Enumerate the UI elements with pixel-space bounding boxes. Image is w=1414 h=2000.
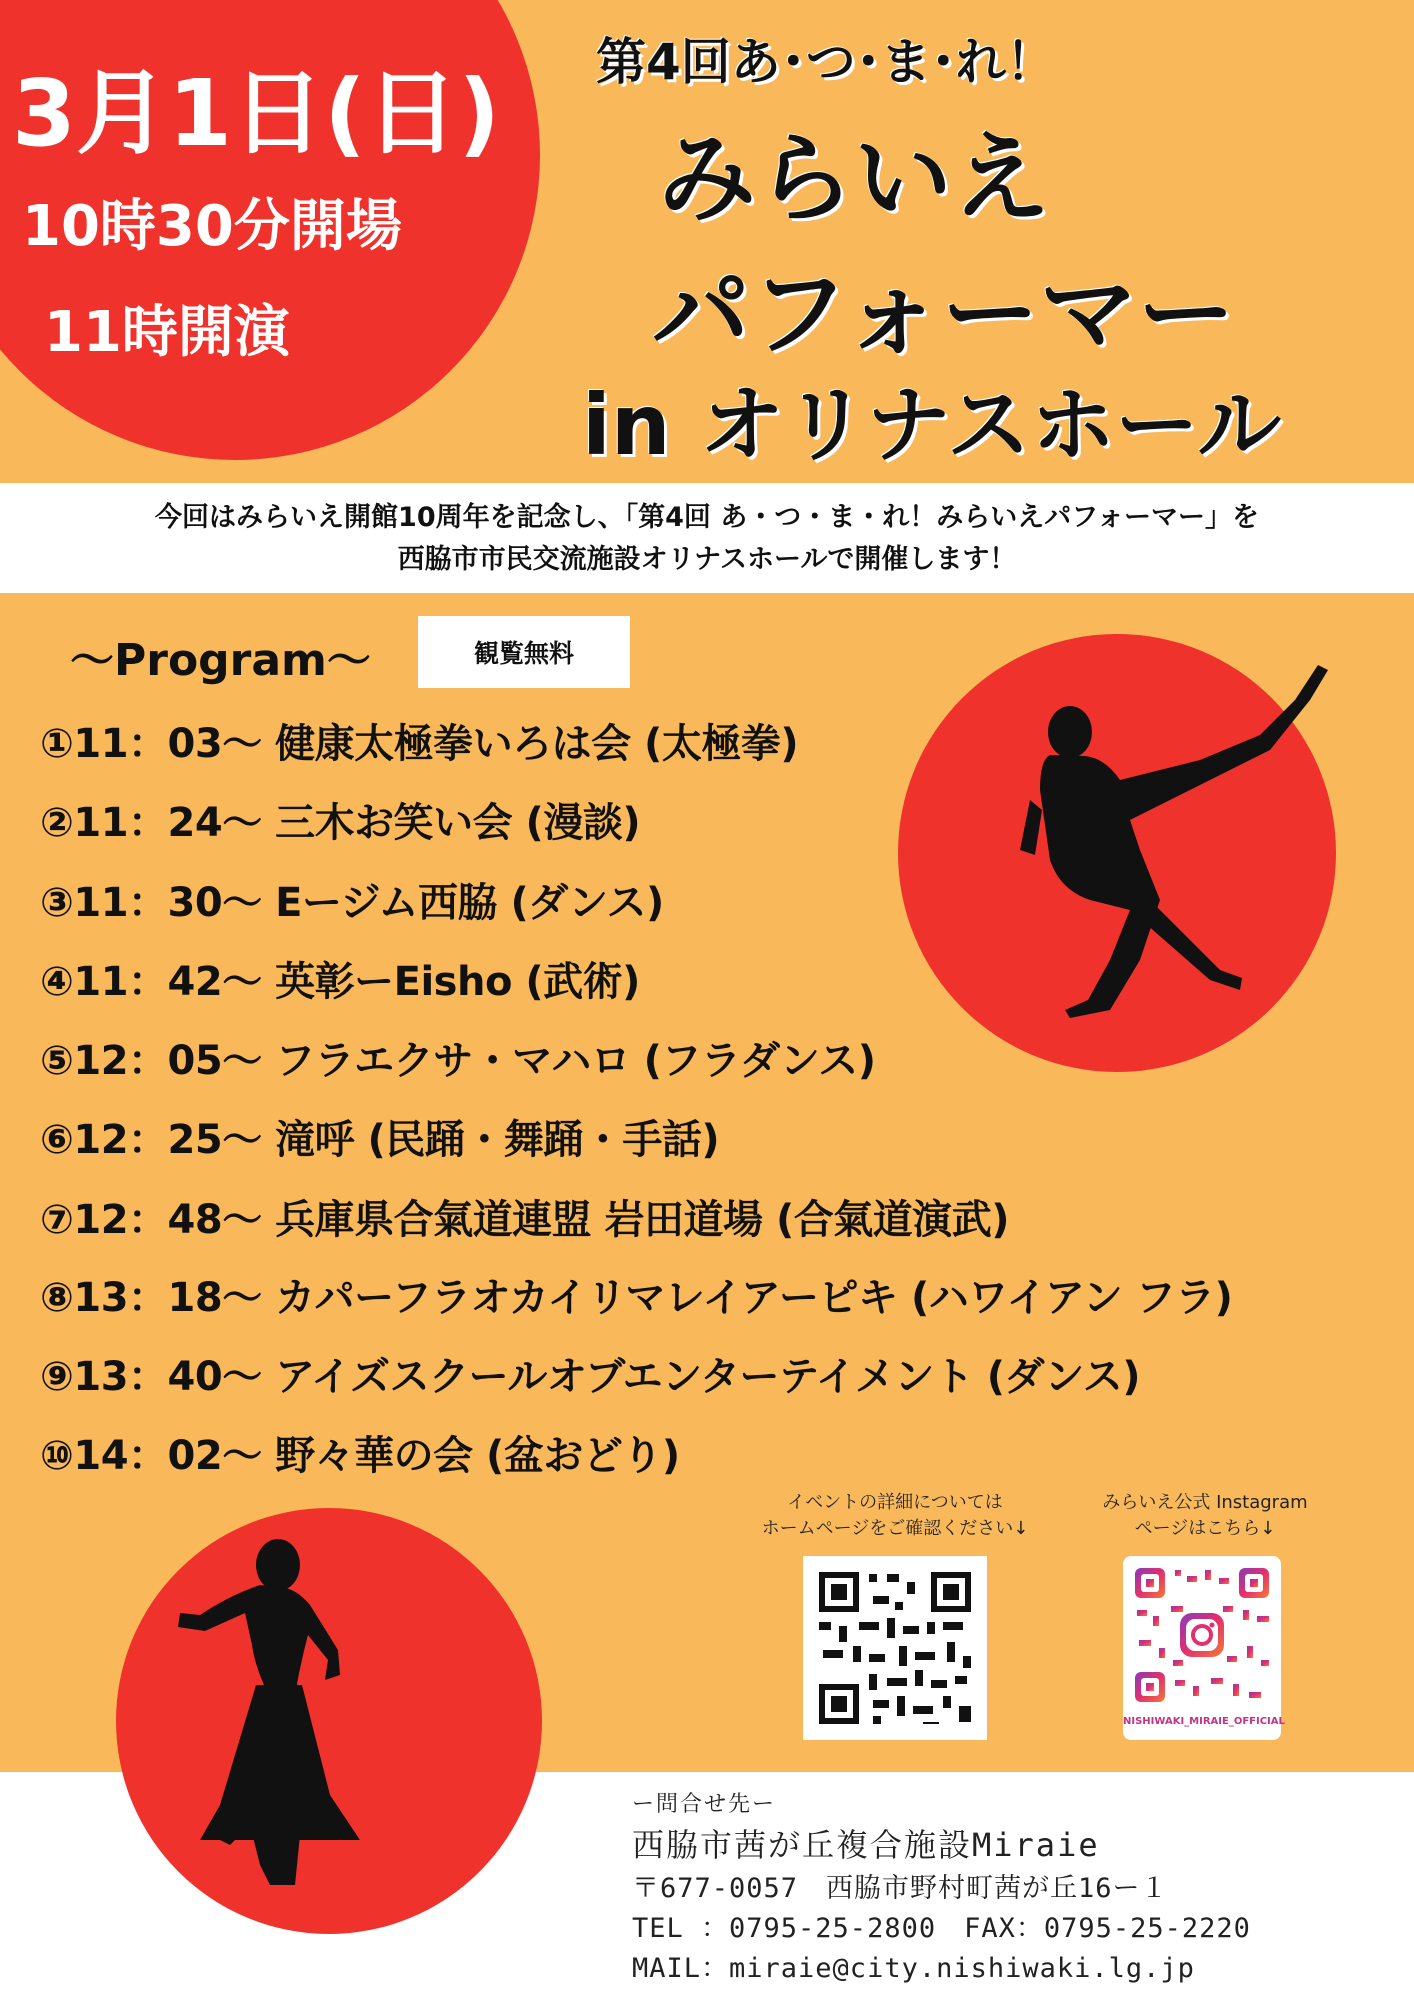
instagram-qr-caption-line1: みらいえ公式 Instagram (1102, 1492, 1308, 1513)
qr-code-icon (803, 1556, 987, 1740)
start-time: 11時開演 (44, 300, 290, 365)
event-date: 3月1日(日) (12, 60, 501, 167)
event-title-line2: パフォーマー (652, 257, 1236, 371)
program-item-7: ⑦12：48～ 兵庫県合氣道連盟 岩田道場 (合氣道演武) (40, 1197, 1010, 1243)
contact-address: 〒677-0057 西脇市野村町茜が丘16ー１ (632, 1873, 1169, 1904)
free-admission-badge (418, 616, 630, 688)
event-title-line1: みらいえ (658, 122, 1051, 236)
free-admission-label: 観覧無料 (473, 639, 574, 668)
homepage-qr-caption (740, 1490, 1050, 1542)
homepage-qr-caption-line1: イベントの詳細については (787, 1492, 1003, 1513)
event-title-line3: in オリナスホール (582, 376, 1282, 474)
program-item-3: ③11：30～ Eージム西脇 (ダンス) (40, 880, 664, 926)
instagram-qr-caption-line2: ページはこちら↓ (1134, 1518, 1276, 1539)
program-item-1: ①11：03～ 健康太極拳いろは会 (太極拳) (40, 721, 799, 767)
intro-line2: 西脇市市民交流施設オリナスホールで開催します！ (397, 544, 1017, 575)
intro-line1: 今回はみらいえ開館10周年を記念し、「第4回 あ・つ・ま・れ！みらいえパフォーマー」を (155, 502, 1259, 533)
program-item-9: ⑨13：40～ アイズスクールオブエンターテイメント (ダンス) (40, 1354, 1141, 1400)
program-item-6: ⑥12：25～ 滝呼 (民踊・舞踊・手話) (40, 1117, 720, 1163)
program-heading: ～Program～ (70, 635, 371, 686)
karate-silhouette-icon (1010, 660, 1340, 1020)
edition-title: 第4回あ･つ･ま･れ！ (596, 33, 1056, 91)
instagram-handle: NISHIWAKI_MIRAIE_OFFICIAL (1123, 1716, 1285, 1727)
open-time: 10時30分開場 (22, 194, 402, 259)
instagram-qr-icon (1123, 1556, 1281, 1714)
instagram-qr-caption (1050, 1490, 1360, 1542)
contact-name: 西脇市茜が丘複合施設Miraie (632, 1826, 1100, 1864)
contact-heading: ー問合せ先ー (632, 1792, 777, 1817)
program-item-10: ⑩14：02～ 野々華の会 (盆おどり) (40, 1433, 680, 1479)
contact-phone: TEL ：0795-25-2800 FAX：0795-25-2220 (632, 1913, 1251, 1944)
homepage-qr-code[interactable] (803, 1556, 987, 1740)
program-item-2: ②11：24～ 三木お笑い会 (漫談) (40, 800, 641, 846)
contact-mail[interactable]: MAIL：miraie@city.nishiwaki.lg.jp (632, 1953, 1195, 1984)
program-item-5: ⑤12：05～ フラエクサ・マハロ (フラダンス) (40, 1038, 876, 1084)
homepage-qr-caption-line2: ホームページをご確認ください↓ (761, 1518, 1029, 1539)
instagram-qr-code[interactable] (1123, 1556, 1285, 1740)
program-item-4: ④11：42～ 英彰ーEisho (武術) (40, 959, 640, 1005)
program-item-8: ⑧13：18～ カパーフラオカイリマレイアーピキ (ハワイアン フラ) (40, 1275, 1233, 1321)
hula-silhouette-icon (160, 1535, 390, 1895)
